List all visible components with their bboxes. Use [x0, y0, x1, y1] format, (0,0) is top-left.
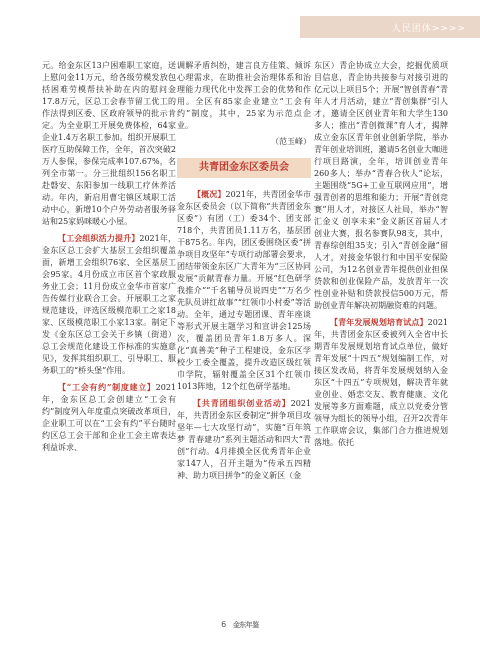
paragraph — [42, 232, 176, 377]
paragraph-body: 2021年，共青团金东区委被列入全省中长期青年发展规划培育试点单位，做好青年发展“十四五”规划编制工作，对接区发改局，将青年发展规划纳入金东区“十四五”专项规划，解决青年就业创业、婚恋交友、教育健康、文化发展等多方面难题，成立以党委分管领导为组长的领导小组，召开2次青年工作联席会议，集部门合力推进规划落地。依托 — [314, 318, 448, 447]
yearbook-logo: 金东年鉴 — [232, 621, 259, 629]
paragraph: 调解矛盾纠纷，建言良方佳策、倾诉心理需求，在助推社会治理体系和治理能力现代化中发挥工会的优势和作用。全区有85家企业建立“工会有约”制度，其中，25家为示范点企业。 — [177, 61, 311, 130]
text-column-2 — [177, 60, 311, 486]
page-number: 6 — [221, 620, 227, 629]
section-heading: 【共青团组织创业活动】 — [193, 398, 291, 408]
section-heading: 【工会组织活力提升】 — [58, 233, 140, 243]
page-footer — [0, 620, 480, 630]
author-signature: （范玉峰） — [271, 137, 311, 146]
paragraph — [177, 397, 311, 482]
paragraph: 元。给金东区13户困难职工家庭，送上慰问金11万元，给各级劳模发放包括困难劳模帮扶补助在内的慰问金17.8万元，区总工会春节留工优工的作法得到区委、区政府领导的批示肯定。为全业职工开展免费体检，64家企业1.4万名职工参加。组织开展职工医疗互助保障工作，全年，首次突破2万人参保，参保完成率107.67%，名列全市第一。分三批组织156名职工赴磐安、东阳参加一线职工疗休养活动。年内，新启用曹宅镇区域职工活动中心，新增10个户外劳动者服务驿站和25家妈咪暖心小屋。 — [42, 61, 176, 226]
paragraph: 东区）青企协成立大会，挖掘优质项目信息，青企协共接参与对接引进的亿元以上项目5个；开展“智创青春”青年人才月活动，建立“青创集群”引人才，邀请全区创业青年和大学生130多人；推出“青创微课”育人才，揭牌成立金东区青年创业创新学院，举办青年创业培训班，邀请5名创业大咖进行项目路演，全年，培训创业青年260多人；举办“青春合伙人”论坛，主题围绕“5G+工业互联网应用”，增强青创者的思维和能力；开展“青创竞赛”用人才，对接区人社局，举办“智汇金义 创享未来”金义新区首届人才创业大赛，报名参赛队98支，其中，青春综创组35支；引入“青创金融”留人才，对接金华银行和中国平安保险公司，为12名创业青年提供创业担保贷款和创业保险产品，发放青年一次性创业补贴和贷款授信500万元，帮助创业青年解决初期融资难的问题。 — [314, 61, 448, 310]
paragraph-body: 2021年，共青团金东区委制定“拼争项目攻坚年—七大攻坚行动”，实施“百年筑梦 青春建功”系列主题活动和四大“青创”行动。4月排摸全区优秀青年企业家147人，召开主题为“传承五四精神、助力项目拼争”的金义新区（金 — [177, 399, 311, 480]
paragraph — [42, 381, 176, 454]
paragraph-body: 2021年，金东区总工会创建立“工会有约”制度列入年度重点突破改革项目，企业职工可以在“工会有约”平台随时约区总工会干部和企业工会主席表达利益诉求、 — [42, 383, 176, 452]
section-heading: 【概况】 — [193, 189, 226, 199]
section-heading: 【青年发展规划培育试点】 — [330, 317, 428, 327]
text-column-1 — [42, 60, 176, 458]
paragraph-body: 2021年，金东区总工会扩大基层工会组织覆盖面，新增工会组织76家、全区基层工会95家。4月份成立市区首个家政服务业工会；11月份成立金华市首家广告传媒行业联合工会。开展职工之家规范建设，评选区级模范职工之家18家、区级模范职工小家13家。制定下发《金东区总工会关于乡镇（街道）总工会规范化建设工作标准的实施意见》，发挥其组织职工、引导职工、服务职工的“桥头堡”作用。 — [42, 234, 177, 375]
section-label: 人民团体>>>> — [391, 23, 466, 34]
section-header-bar — [300, 16, 480, 38]
paragraph — [314, 316, 448, 449]
text-column-3 — [314, 60, 448, 453]
paragraph-body: 2021年，共青团金华市金东区委员会（以下简称“共青团金东区委”）有团（工）委34个、团支部718个，共青团员1.11万名，基层团干875名。年内，团区委围绕区委“拼争项目攻坚年”专项行动部署会要求，团结带领金东区广大青年为“三区协同发展”贡献青春力量。开展“红色研学我推介”“千名辅导员说四史”“万名少先队员讲红故事”“红领巾小村委”等活动。全年，通过专题团课、青年座谈等形式开展主题学习和宣讲会125场次，覆盖团员青年1.8万多人。深化“真善美”种子工程建设，金东区学校少工委全覆盖，提升改造区级红领巾学院，辐射覆盖全区31个红领巾1013阵地，12个红色研学基地。 — [177, 190, 311, 391]
section-heading: 【“工会有约”制度建立】 — [58, 382, 156, 392]
organization-banner: 共青团金东区委员会 — [177, 158, 311, 178]
paragraph — [177, 188, 311, 393]
